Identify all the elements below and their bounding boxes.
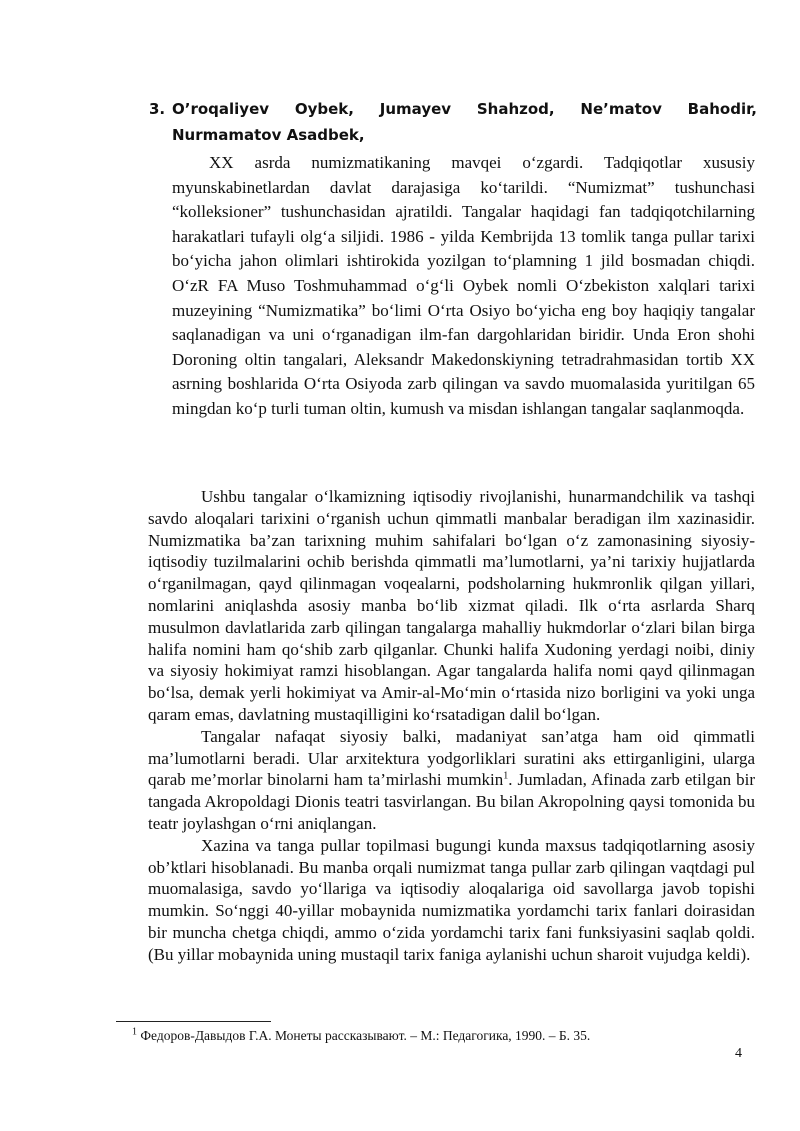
footnote-reference[interactable]: 1 <box>503 770 509 782</box>
section-number: 3. <box>149 100 166 118</box>
footnote-separator <box>116 1021 271 1022</box>
footnote <box>132 1028 752 1044</box>
paragraph-coins-culture-text: Tangalar nafaqat siyosiy balki, madaniyat san’atga ham oid qimmatli ma’lumotlarni beradi. Ular arxitektura yodgorliklari suratini aks ettirganligini, ularga qarab me’morlar binolarni ham ta’mirlashi mumkin <box>148 726 755 790</box>
footnote-marker: 1 <box>132 1026 137 1038</box>
paragraph-coins-culture <box>148 726 755 835</box>
paragraph-numismatics-20th-century: XX asrda numizmatikaning mavqei o‘zgardi. Tadqiqotlar xususiy myunskabinetlardan davlat darajasiga ko‘tarildi. “Numizmat” tushunchasi “kolleksioner” tushunchasidan ajratildi. Tangalar haqidagi fan tadqiqotchilarning harakatlari tufayli olg‘a siljidi. 1986 - yilda Kembrijda 13 tomlik tanga pullar tarixi bo‘yicha jahon olimlari ishtirokida yozilgan to‘plamning 1 jild bosmadan chiqdi. O‘zR FA Muso Toshmuhammad o‘g‘li Oybek nomli O‘zbekiston xalqlari tarixi muzeyining “Numizmatika” bo‘limi O‘rta Osiyo bo‘yicha eng boy haqiqiy tangalar saqlanadigan va uni o‘rganadigan ilm-fan dargohlaridan biridir. Unda Eron shohi Doroning oltin tangalari, Aleksandr Makedonskiyning tetradrahmasidan tortib XX asrning boshlarida O‘rta Osiyoda zarb qilingan va savdo muomalasida yuritilgan 65 mingdan ko‘p turli tuman oltin, kumush va misdan ishlangan tangalar saqlanmoqda. <box>172 153 755 418</box>
authors-list: O’roqaliyev Oybek, Jumayev Shahzod, Ne’matov Bahodir, Nurmamatov Asadbek, <box>172 100 757 144</box>
section-heading <box>149 96 757 148</box>
paragraph-coins-economy: Ushbu tangalar o‘lkamizning iqtisodiy rivojlanishi, hunarmandchilik va tashqi savdo aloqalari tarixini o‘rganish uchun qimmatli manbalar beradigan ilm xazinasidir. Numizmatika ba’zan tarixning muhim sahifalari bo‘lgan o‘z zamonasining siyosiy-iqtisodiy tuzilmalarini ochib berishda qimmatli ma’lumotlarni, ya’ni tarixiy hujjatlarda o‘rganilmagan, qayd qilinmagan voqealarni, podsholarning hukmronlik qilgan yillari, nomlarini aniqlashda asosiy manba bo‘lib xizmat qiladi. Ilk o‘rta asrlarda Sharq musulmon davlatlarida zarb qilingan tangalarga mahalliy hukmdorlar o‘zlari bilan birga halifa nomini ham qo‘shib zarb qilganlar. Chunki halifa Xudoning yerdagi noibi, diniy va siyosiy hokimiyat ramzi hisoblangan. Agar tangalarda halifa nomi qayd qilinmagan bo‘lsa, demak yerli hokimiyat va Amir-al-Mo‘min o‘rtasida nizo borligini va yoki unga qaram emas, davlatning mustaqilligini ko‘rsatadigan dalil bo‘lgan. <box>148 487 755 724</box>
paragraph-hoards: Xazina va tanga pullar topilmasi bugungi kunda maxsus tadqiqotlarning asosiy ob’ktlari hisoblanadi. Bu manba orqali numizmat tanga pullar zarb qilingan vaqtdagi pul muomalasiga, savdo yo‘llariga va iqtisodiy aloqalariga oid savollarga javob topishi mumkin. So‘nggi 40-yillar mobaynida numizmatika yordamchi tarix fanlari doirasidan bir muncha chetga chiqdi, ammo o‘zida yordamchi tarix fani funksiyasini saqlab qoldi. (Bu yillar mobaynida uning mustaqil tarix faniga aylanishi uchun sharoit vujudga keldi). <box>148 835 755 964</box>
footnote-text: Федоров-Давыдов Г.А. Монеты рассказывают. – М.: Педагогика, 1990. – Б. 35. <box>137 1028 591 1043</box>
page-number: 4 <box>735 1046 742 1061</box>
body-text <box>148 486 755 966</box>
paragraph-coins-culture-cont: . Jumladan, Afinada zarb etilgan bir tangada Akropoldagi Dionis teatri tasvirlangan. Bu bilan Akropolning qaysi tomonida bu teatr joylashgan o‘rni aniqlangan. <box>148 770 755 833</box>
